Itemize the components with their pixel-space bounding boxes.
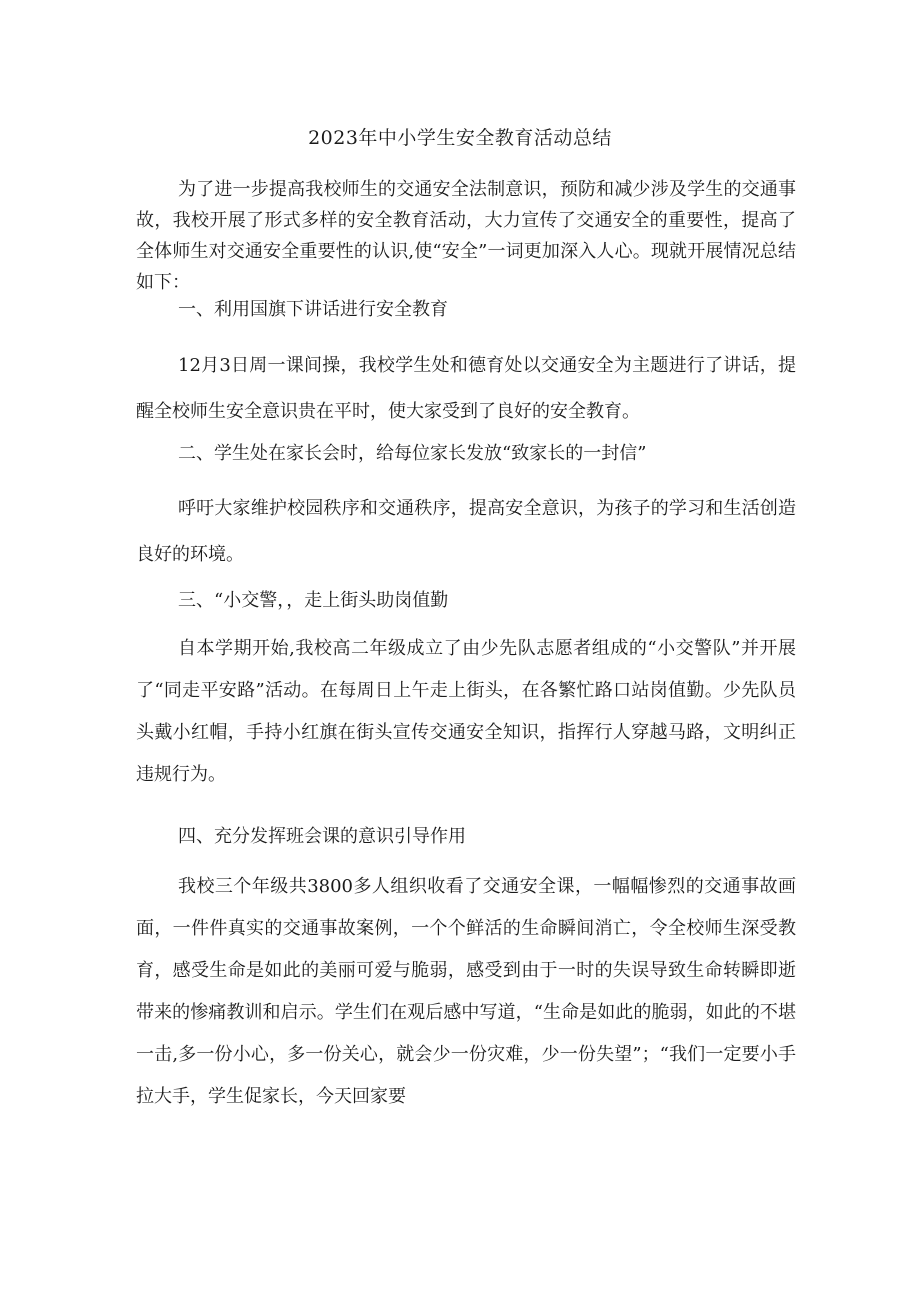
section-2-heading: 二、学生处在家长会时，给每位家长发放“致家长的一封信” [178, 443, 647, 464]
section-4-body: 我校三个年级共3800多人组织收看了交通安全课，一幅幅惨烈的交通事故画面，一件件真实的交通事故案例，一个个鲜活的生命瞬间消亡，令全校师生深受教育，感受生命是如此的美丽可爱与脆弱，感受到由于一时的失误导致生命转瞬即逝带来的惨痛教训和启示。学生们在观后感中写道，“生命是如此的脆弱，如此的不堪一击,多一份小心，多一份关心，就会少一份灾难，少一份失望”；“我们一定要小手拉大手，学生促家长，今天回家要 [136, 876, 796, 1107]
section-1-body: 12月3日周一课间操，我校学生处和德育处以交通安全为主题进行了讲话，提醒全校师生安全意识贵在平时，使大家受到了良好的安全教育。 [136, 355, 796, 422]
section-4-heading: 四、充分发挥班会课的意识引导作用 [178, 826, 466, 847]
section-1-heading: 一、利用国旗下讲话进行安全教育 [178, 299, 448, 320]
section-3-body: 自本学期开始,我校高二年级成立了由少先队志愿者组成的“小交警队”并开展了“同走平安路”活动。在每周日上午走上街头，在各繁忙路口站岗值勤。少先队员头戴小红帽，手持小红旗在街头宣传交通安全知识，指挥行人穿越马路，文明纠正违规行为。 [136, 638, 796, 785]
section-2-body: 呼吁大家维护校园秩序和交通秩序，提高安全意识，为孩子的学习和生活创造良好的环境。 [136, 498, 796, 565]
document-title: 2023年中小学生安全教育活动总结 [308, 127, 612, 149]
section-3-heading: 三、“小交警，，走上街头助岗值勤 [178, 590, 449, 611]
intro-paragraph: 为了进一步提高我校师生的交通安全法制意识，预防和减少涉及学生的交通事故，我校开展了形式多样的安全教育活动，大力宣传了交通安全的重要性，提高了全体师生对交通安全重要性的认识,使“安全”一词更加深入人心。现就开展情况总结如下： [136, 179, 796, 293]
